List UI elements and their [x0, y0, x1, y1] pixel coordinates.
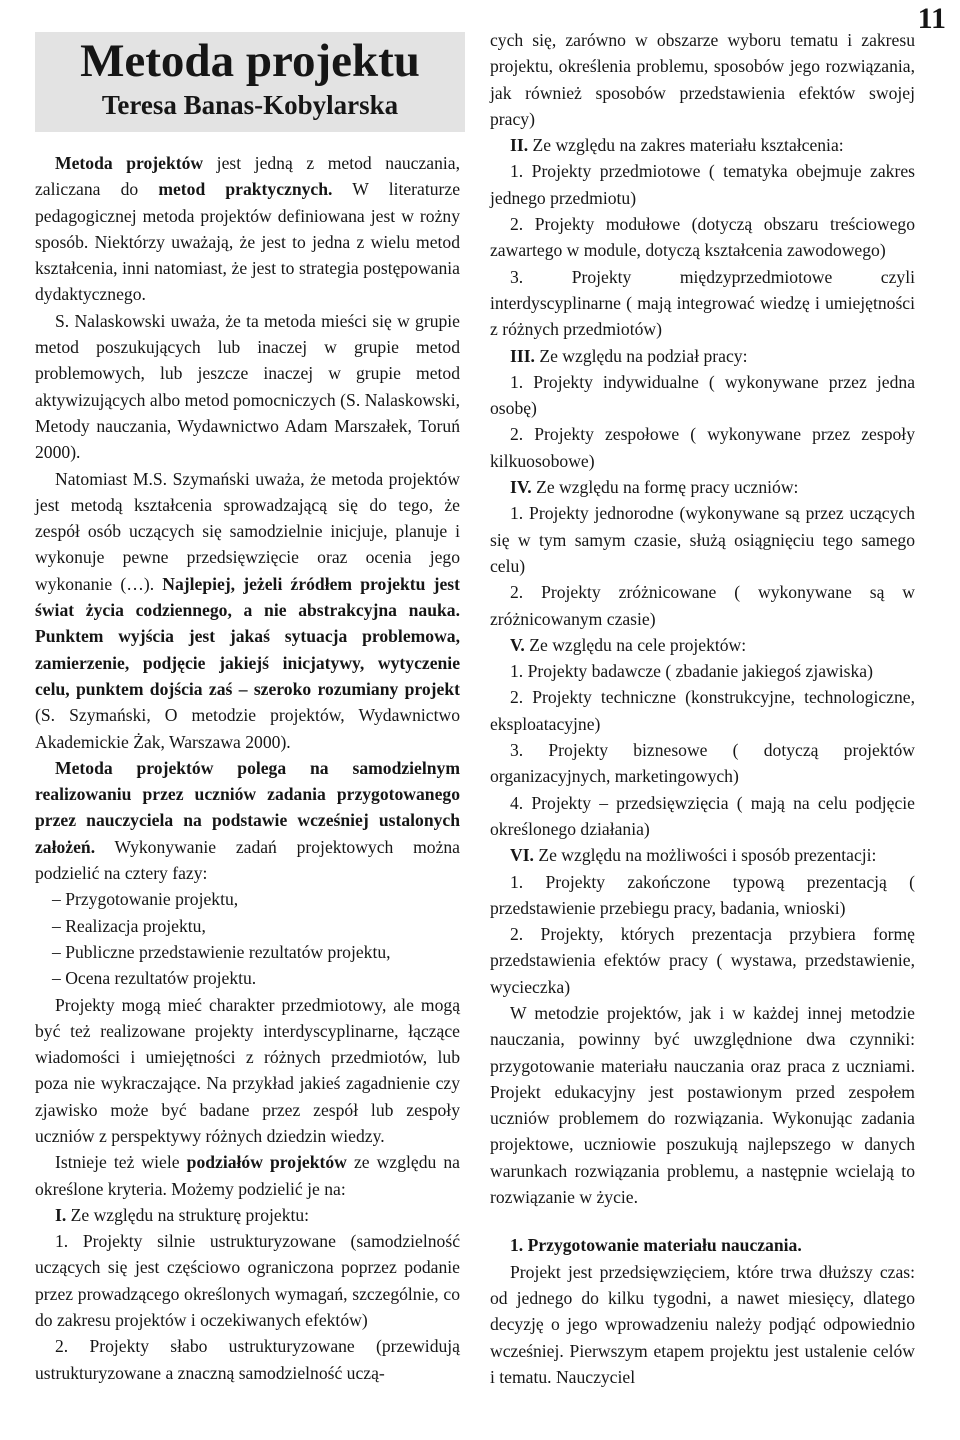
- text-run: 3. Projekty biznesowe ( dotyczą projektów organizacyjnych, marketingowych): [490, 740, 915, 787]
- list-item: [35, 965, 460, 991]
- text-run: S. Nalaskowski uważa, że ta metoda mieści się w grupie metod poszukujących lub inaczej w grupie metod problemowych, lub jeszcze inaczej w grupie metod aktywizujących albo metod pomocniczych (S. Nalaskowski, Metody nauczania, Wydawnictwo Adam Marszałek, Toruń 2000).: [35, 310, 460, 463]
- paragraph: [490, 264, 915, 343]
- text-run: 1. Projekty indywidualne ( wykonywane przez jedna osobę): [490, 371, 915, 419]
- paragraph: [490, 1259, 915, 1390]
- text-run: 1. Projekty jednorodne (wykonywane są przez uczących się w tym samym czasie, służą osiągnięciu tego samego celu): [490, 503, 915, 576]
- text-run: 2. Projekty modułowe (dotyczą obszaru treściowego zawartego w module, dotyczą kształcenia zawodowego): [490, 214, 915, 261]
- paragraph: [35, 1333, 460, 1386]
- paragraph: [35, 150, 460, 308]
- paragraph: [490, 27, 915, 132]
- text-run: 2. Projekty, których prezentacja przybiera formę przedstawienia efektów pracy ( wystawa, przedstawienie, wycieczka): [490, 924, 915, 997]
- text-run: jest jedną z metod nauczania, zaliczana do: [35, 153, 460, 200]
- text-run: cych się, zarówno w obszarze wyboru tematu i zakresu projektu, określenia problemu, sposobów jego rozwiązania, jak również sposobów przedstawienia efektów swojej pracy): [490, 30, 915, 129]
- text-run: Wykonywanie zadań projektowych można podzielić na cztery fazy:: [35, 836, 460, 884]
- text-run: 2. Projekty słabo ustrukturyzowane (przewidują ustrukturyzowane a znaczną samodzielność uczą-: [35, 1336, 460, 1383]
- paragraph: [490, 842, 915, 868]
- text-run: Projekt jest przedsięwzięciem, które trwa dłuższy czas: od jednego do kilku tygodni, a nawet miesięcy, dlatego decyzję o jego wprowadzeniu należy podjąć odpowiednio wcześniej. Pierwszym etapem projektu jest ustalenie celów i tematu. Nauczyciel: [490, 1261, 915, 1387]
- text-run: Ze względu na podział pracy:: [534, 345, 748, 366]
- paragraph: [490, 737, 915, 790]
- bold-text: metod praktycznych.: [158, 179, 333, 200]
- list-item: [35, 886, 460, 912]
- text-run: 3. Projekty międzyprzedmiotowe czyli interdyscyplinarne ( mają integrować wiedzę i umiejętności z różnych przedmiotów): [490, 266, 915, 340]
- text-run: 4. Projekty – przedsięwzięcia ( mają na celu podjęcie określonego działania): [490, 792, 915, 839]
- paragraph: [490, 211, 915, 264]
- text-run: Ze względu na cele projektów:: [524, 634, 747, 655]
- text-run: Istnieje też wiele: [55, 1152, 187, 1173]
- paragraph: [490, 921, 915, 1000]
- bold-text: II.: [510, 135, 529, 156]
- paragraph: [490, 369, 915, 422]
- paragraph: [35, 755, 460, 886]
- bold-text: VI.: [510, 845, 534, 866]
- paragraph: [490, 474, 915, 500]
- section-heading: [490, 1232, 915, 1258]
- bold-text: Metoda projektów: [55, 153, 204, 173]
- bold-text: I.: [55, 1204, 67, 1225]
- text-run: 1. Projekty badawcze ( zbadanie jakiegoś zjawiska): [510, 661, 873, 682]
- bold-text: Metoda projektów polega na samodzielnym realizowaniu przez uczniów zadania przygotowanego przez nauczyciela na podstawie wcześniej ustalonych założeń.: [35, 757, 460, 857]
- text-run: 2. Projekty zespołowe ( wykonywane przez zespoły kilkuosobowe): [490, 424, 915, 471]
- text-run: ze względu na określone kryteria. Możemy podzielić je na:: [35, 1152, 460, 1199]
- paragraph: [35, 1202, 460, 1228]
- paragraph: [35, 1149, 460, 1202]
- page-number: 11: [917, 2, 946, 35]
- list-item: [35, 913, 460, 939]
- list-item: [35, 939, 460, 965]
- paragraph: [35, 466, 460, 755]
- paragraph: [490, 158, 915, 211]
- paragraph: [490, 421, 915, 474]
- text-run: – Publiczne przedstawienie rezultatów projektu,: [52, 941, 391, 962]
- text-run: – Ocena rezultatów projektu.: [52, 968, 257, 989]
- bold-text: III.: [510, 345, 535, 366]
- text-run: Natomiast M.S. Szymański uważa, że metoda projektów jest metodą kształcenia sprowadzającą się do tego, że zespół osób uczących się samodzielnie inicjuje, planuje i wykonuje pewne przedsięwzięcie oraz ocenia jego wykonanie (…).: [35, 468, 460, 594]
- text-run: 1. Projekty zakończone typową prezentacją ( przedstawienie przebiegu pracy, badania, wnioski): [490, 871, 915, 918]
- text-run: Ze względu na formę pracy uczniów:: [531, 477, 799, 498]
- right-column-text: [490, 27, 915, 1390]
- text-run: 1. Projekty przedmiotowe ( tematyka obejmuje zakres jednego przedmiotu): [490, 161, 915, 208]
- paragraph: [490, 343, 915, 369]
- paragraph: [35, 308, 460, 466]
- paragraph: [35, 1228, 460, 1333]
- text-run: (S. Szymański, O metodzie projektów, Wydawnictwo Akademickie Żak, Warszawa 2000).: [35, 705, 460, 752]
- text-run: Ze względu na strukturę projektu:: [66, 1204, 310, 1225]
- bold-text: V.: [510, 634, 525, 655]
- paragraph: [490, 632, 915, 658]
- text-run: 2. Projekty techniczne (konstrukcyjne, technologiczne, eksploatacyjne): [490, 687, 915, 734]
- text-run: 1. Projekty silnie ustrukturyzowane (samodzielność uczących się jest częściowo ograniczona poprzez podanie przez prowadzącego określonych wymagań, szczególnie, co do zakresu projektów i oczekiwanych efektów): [35, 1231, 460, 1331]
- text-run: 2. Projekty zróżnicowane ( wykonywane są w zróżnicowanym czasie): [490, 582, 915, 629]
- text-run: W literaturze pedagogicznej metoda projektów definiowana jest w rożny sposób. Niektórzy uważają, że jest to jedna z wielu metod kształcenia, inni natomiast, że jest to strategia postępowania dydaktycznego.: [35, 179, 460, 305]
- paragraph: [490, 579, 915, 632]
- article-title: Metoda projektu: [80, 35, 420, 87]
- paragraph: [490, 869, 915, 922]
- paragraph: [490, 790, 915, 843]
- bold-text: podziałów projektów: [186, 1152, 347, 1173]
- text-run: Ze względu na możliwości i sposób prezentacji:: [533, 845, 877, 866]
- paragraph: [490, 500, 915, 579]
- text-run: Projekty mogą mieć charakter przedmiotowy, ale mogą być też realizowane projekty interdyscyplinarne, łączące wiadomości i umiejętności z różnych przedmiotów, lub poza nie wykraczające. Na przykład jakieś zagadnienie czy zjawisko może być badane przez zespół lub zespoły uczniów z perspektywy różnych dziedzin wiedzy.: [35, 994, 460, 1146]
- text-run: – Przygotowanie projektu,: [52, 889, 239, 910]
- text-run: Ze względu na zakres materiału kształcenia:: [528, 135, 844, 156]
- right-column: [490, 0, 915, 1390]
- title-box: [35, 32, 465, 132]
- bold-text: IV.: [510, 477, 532, 498]
- left-column-text: [35, 150, 460, 1386]
- paragraph: [490, 1000, 915, 1210]
- text-run: – Realizacja projektu,: [52, 915, 206, 936]
- bold-text: 1. Przygotowanie materiału nauczania.: [510, 1235, 802, 1256]
- paragraph: [35, 992, 460, 1150]
- article-author: Teresa Banas-Kobylarska: [101, 90, 399, 120]
- left-column: [35, 0, 460, 1386]
- paragraph: [490, 684, 915, 737]
- text-run: W metodzie projektów, jak i w każdej innej metodzie nauczania, powinny być uwzględnione dwa czynniki: przygotowanie materiału nauczania oraz praca z uczniami. Projekt edukacyjny jest postawionym przed zespołem uczniów problemem do rozwiązania. Wykonując zadania projektowe, uczniowie poszukują najlepszego w danych warunkach rozwiązania problemu, a następnie wcielają to rozwiązanie w życie.: [490, 1002, 915, 1208]
- paragraph: [490, 132, 915, 158]
- bold-text: Najlepiej, jeżeli źródłem projektu jest świat życia codziennego, a nie abstrakcyjna nauka. Punktem wyjścia jest jakaś sytuacja problemowa, zamierzenie, podjęcie jakiejś inicjatywy, wytyczenie celu, punktem dojścia zaś – szeroko rozumiany projekt: [35, 573, 460, 699]
- paragraph: [490, 658, 915, 684]
